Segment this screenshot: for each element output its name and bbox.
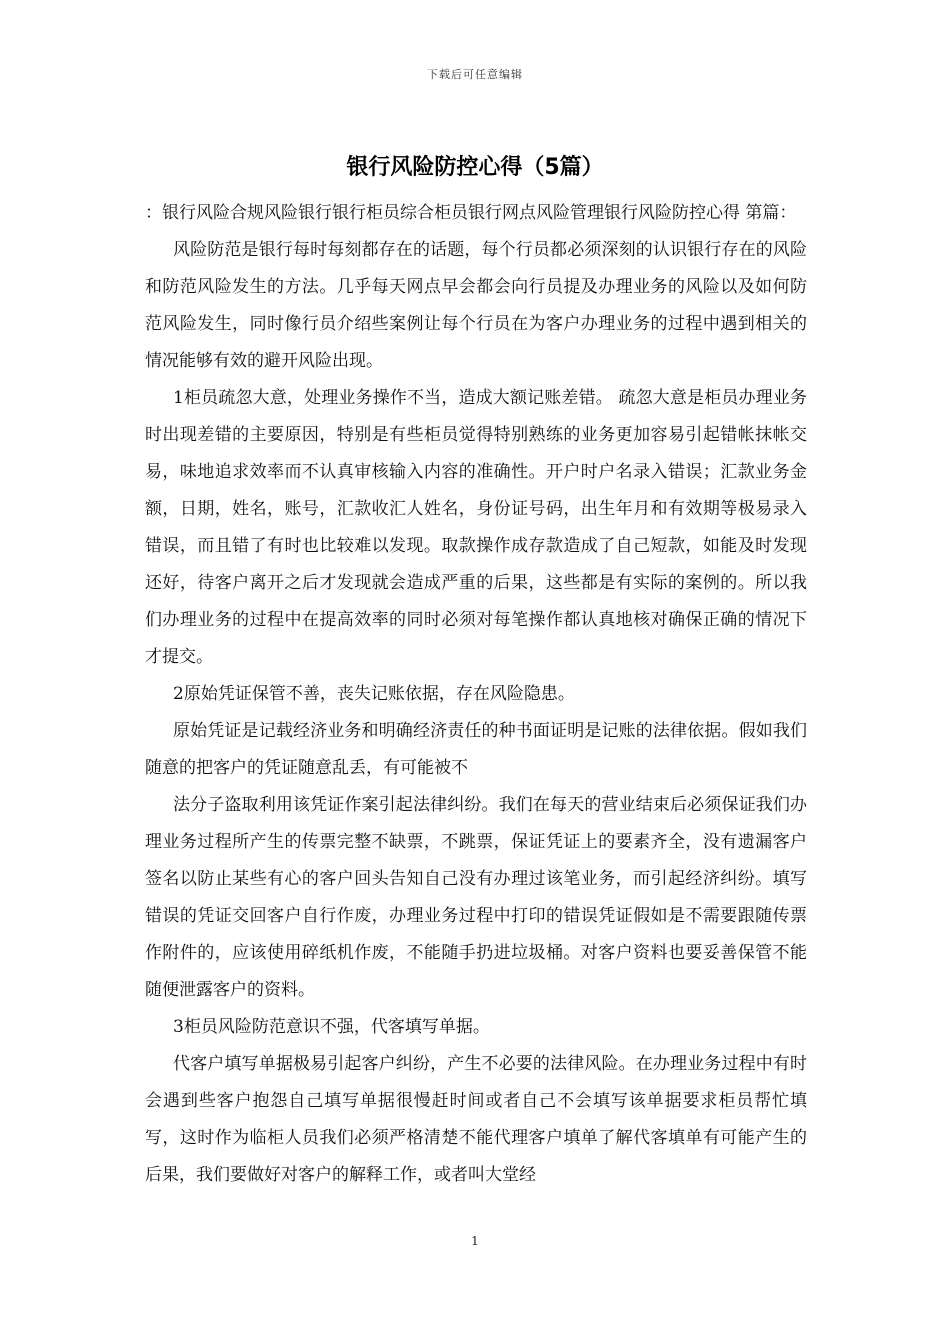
document-body xyxy=(145,195,807,1194)
keywords-line: ：银行风险合规风险银行银行柜员综合柜员银行网点风险管理银行风险防控心得 第篇： xyxy=(145,203,797,223)
paragraph: 1柜员疏忽大意，处理业务操作不当，造成大额记账差错。 疏忽大意是柜员办理业务时出现差错的主要原因，特别是有些柜员觉得特别熟练的业务更加容易引起错帐抹帐交易，味地追求效率而不认真审核输入内容的准确性。开户时户名录入错误；汇款业务金额，日期，姓名，账号，汇款收汇人姓名，身份证号码，出生年月和有效期等极易录入错误，而且错了有时也比较难以发现。取款操作成存款造成了自己短款，如能及时发现还好，待客户离开之后才发现就会造成严重的后果，这些都是有实际的案例的。所以我们办理业务的过程中在提高效率的同时必须对每笔操作都认真地核对确保正确的情况下才提交。 xyxy=(145,388,807,667)
document-title: 银行风险防控心得（5篇） xyxy=(346,155,604,180)
paragraph: 3柜员风险防范意识不强，代客填写单据。 xyxy=(173,1017,490,1037)
paragraph: 2原始凭证保管不善，丧失记账依据，存在风险隐患。 xyxy=(173,684,575,704)
page-header: 下载后可任意编辑 xyxy=(427,68,523,81)
page-number: 1 xyxy=(471,1234,479,1248)
paragraph: 原始凭证是记载经济业务和明确经济责任的种书面证明是记账的法律依据。假如我们随意的把客户的凭证随意乱丢，有可能被不 xyxy=(145,721,807,778)
paragraph: 代客户填写单据极易引起客户纠纷，产生不必要的法律风险。在办理业务过程中有时会遇到些客户抱怨自己填写单据很慢赶时间或者自己不会填写该单据要求柜员帮忙填写，这时作为临柜人员我们必须严格清楚不能代理客户填单了解代客填单有可能产生的后果，我们要做好对客户的解释工作，或者叫大堂经 xyxy=(145,1054,807,1185)
paragraph: 法分子盗取利用该凭证作案引起法律纠纷。我们在每天的营业结束后必须保证我们办理业务过程所产生的传票完整不缺票，不跳票，保证凭证上的要素齐全，没有遗漏客户签名以防止某些有心的客户回头告知自己没有办理过该笔业务，而引起经济纠纷。填写错误的凭证交回客户自行作废，办理业务过程中打印的错误凭证假如是不需要跟随传票作附件的，应该使用碎纸机作废，不能随手扔进垃圾桶。对客户资料也要妥善保管不能随便泄露客户的资料。 xyxy=(145,795,807,1000)
paragraph: 风险防范是银行每时每刻都存在的话题，每个行员都必须深刻的认识银行存在的风险和防范风险发生的方法。几乎每天网点早会都会向行员提及办理业务的风险以及如何防范风险发生，同时像行员介绍些案例让每个行员在为客户办理业务的过程中遇到相关的情况能够有效的避开风险出现。 xyxy=(145,240,807,371)
